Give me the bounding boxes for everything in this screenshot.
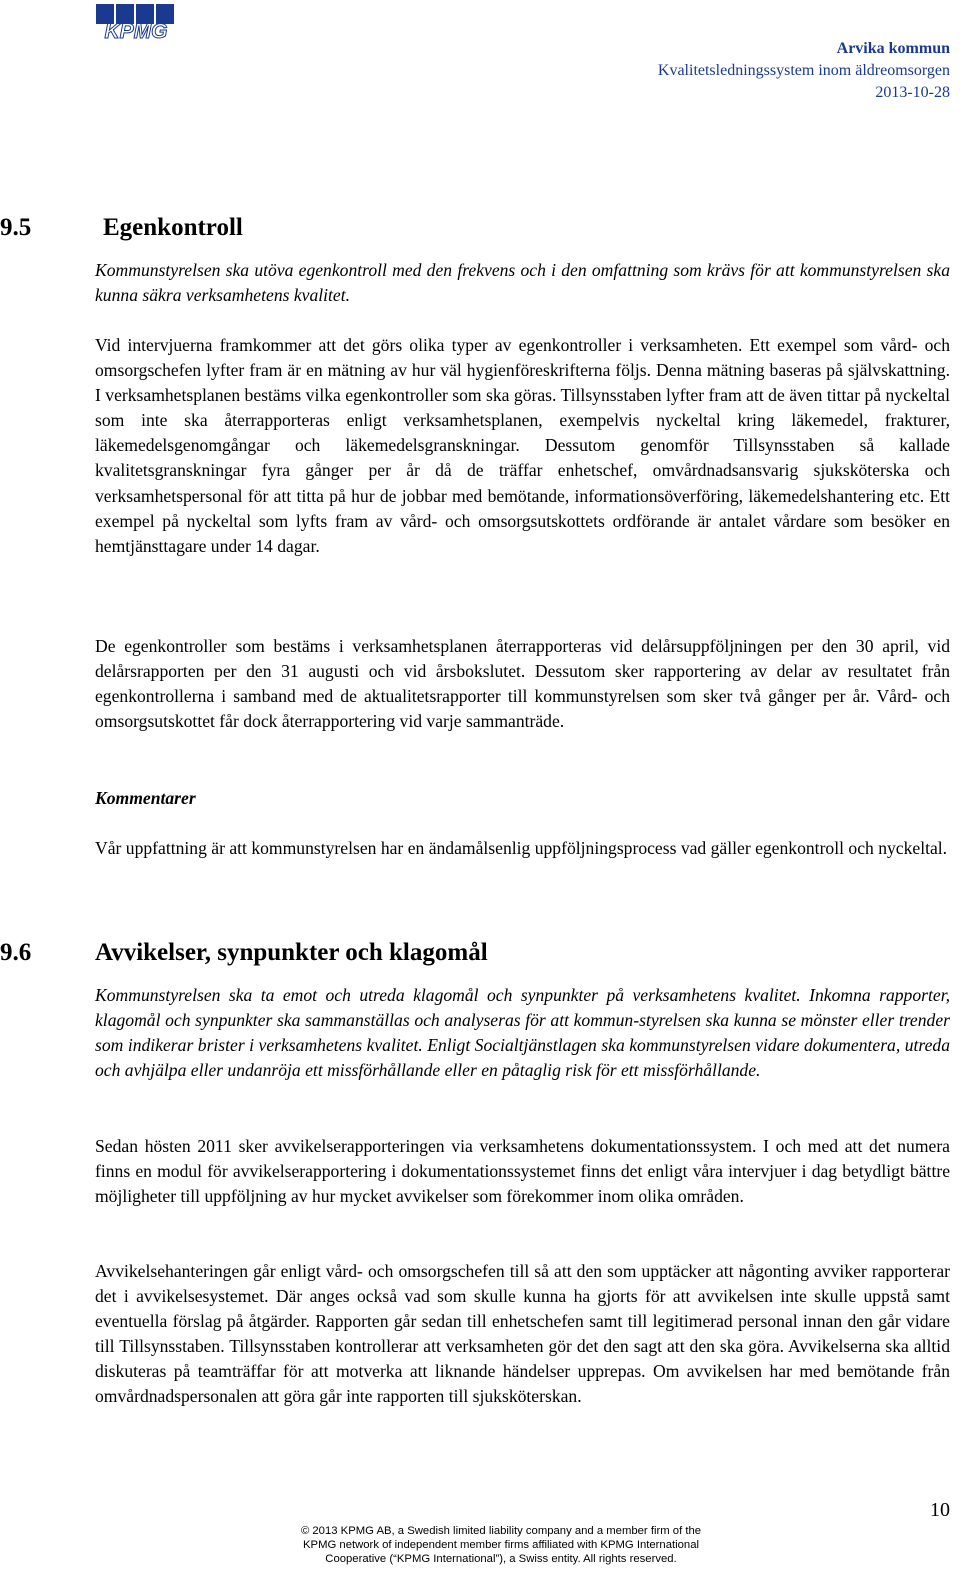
header-org: Arvika kommun <box>836 40 950 57</box>
section-title: Egenkontroll <box>103 214 243 241</box>
section-intro: Kommunstyrelsen ska utöva egenkontroll med den frekvens och i den omfattning som krävs för att kommunstyrelsen ska kunna säkra verksamhetens kvalitet. <box>95 260 950 306</box>
section-number: 9.5 <box>0 214 32 241</box>
copyright-footer <box>270 1524 732 1566</box>
section-number: 9.6 <box>0 939 32 966</box>
header-date: 2013-10-28 <box>875 84 950 101</box>
paragraph: Avvikelsehanteringen går enligt vård- och omsorgschefen till så att den som upptäcker att någonting avviker rapporterar det i avvikelsesystemet. Där anges också vad som skulle kunna ha gjorts för att avvikelsen inte skulle uppstå samt eventuella förslag på åtgärder. Rapporten går sedan till enhetschefen samt till legitimerad personal innan den går vidare till Tillsynsstaben. Tillsynsstaben kontrollerar att verksamheten gör det den sagt att den ska göra. Avvikelserna ska alltid diskuteras på teamträffar för att motverka att liknande händelser upprepas. Om avvikelsen har med bemötande från omvårdnadspersonalen att göra går inte rapporten till sjuksköterskan. <box>95 1261 950 1407</box>
section-intro: Kommunstyrelsen ska ta emot och utreda klagomål och synpunkter på verksamhetens kvalitet. Inkomna rapporter, klagomål och synpunkter ska sammanställas och analyseras för att kommun-styrelsen ska kunna se mönster eller trender som indikerar brister i verksamhetens kvalitet. Enligt Socialtjänstlagen ska kommunstyrelsen vidare dokumentera, utreda och avhjälpa eller undanröja ett missförhållande eller en påtaglig risk för ett missförhållande. <box>95 985 950 1081</box>
paragraph: De egenkontroller som bestäms i verksamhetsplanen återrapporteras vid delårsuppföljningen per den 30 april, vid delårsrapporten per den 31 augusti och vid årsbokslutet. Dessutom sker rapportering av delar av resultatet från egenkontrollerna i samband med de aktualitetsrapporter till kommunstyrelsen som sker två gånger per år. Vård- och omsorgsutskottet får dock återrapportering vid varje sammanträde. <box>95 636 950 732</box>
page-number: 10 <box>930 1499 950 1521</box>
kpmg-logo <box>92 4 182 42</box>
logo-text: KPMG <box>104 20 168 42</box>
paragraph: Sedan hösten 2011 sker avvikelserapporteringen via verksamhetens dokumentationssystem. I och med att det numera finns en modul för avvikelserapportering i dokumentationssystemet finns det enligt våra intervjuer i dag betydligt bättre möjligheter till uppföljning av hur mycket avvikelser som förekommer inom olika områden. <box>95 1136 950 1207</box>
header-doc-title: Kvalitetsledningssystem inom äldreomsorgen <box>657 62 950 79</box>
footer-line: KPMG network of independent member firms affiliated with KPMG International <box>303 1539 699 1551</box>
comment-paragraph: Vår uppfattning är att kommunstyrelsen har en ändamålsenlig uppföljningsprocess vad gäller egenkontroll och nyckeltal. <box>95 838 948 858</box>
comment-heading: Kommentarer <box>95 788 196 808</box>
footer-line: Cooperative (“KPMG International”), a Swiss entity. All rights reserved. <box>325 1553 677 1565</box>
page-header <box>658 38 950 104</box>
section-title: Avvikelser, synpunkter och klagomål <box>95 939 488 966</box>
paragraph: Vid intervjuerna framkommer att det görs olika typer av egenkontroller i verksamheten. Ett exempel som vård- och omsorgschefen lyfter fram är en mätning av hur väl hygienföreskrifterna följs. Denna mätning baseras på självskattning. I verksamhetsplanen bestäms vilka egenkontroller som ska göras. Tillsynsstaben lyfter fram att de även tittar på nyckeltal som inte ska återrapporteras enligt verksamhetsplanen, exempelvis nyckeltal kring läkemedel, frakturer, läkemedelsgenomgångar och läkemedelsgranskningar. Dessutom genomför Tillsynsstaben så kallade kvalitetsgranskningar fyra gånger per år då de träffar enhetschef, omvårdnadsansvarig sjuksköterska och verksamhetspersonal för att titta på hur de jobbar med bemötande, informationsöverföring, läkemedelshantering etc. Ett exempel på nyckeltal som lyfts fram av vård- och omsorgsutskottets ordförande är antalet vårdare som besöker en hemtjänsttagare under 14 dagar. <box>95 335 950 556</box>
footer-line: © 2013 KPMG AB, a Swedish limited liability company and a member firm of the <box>300 1525 702 1537</box>
